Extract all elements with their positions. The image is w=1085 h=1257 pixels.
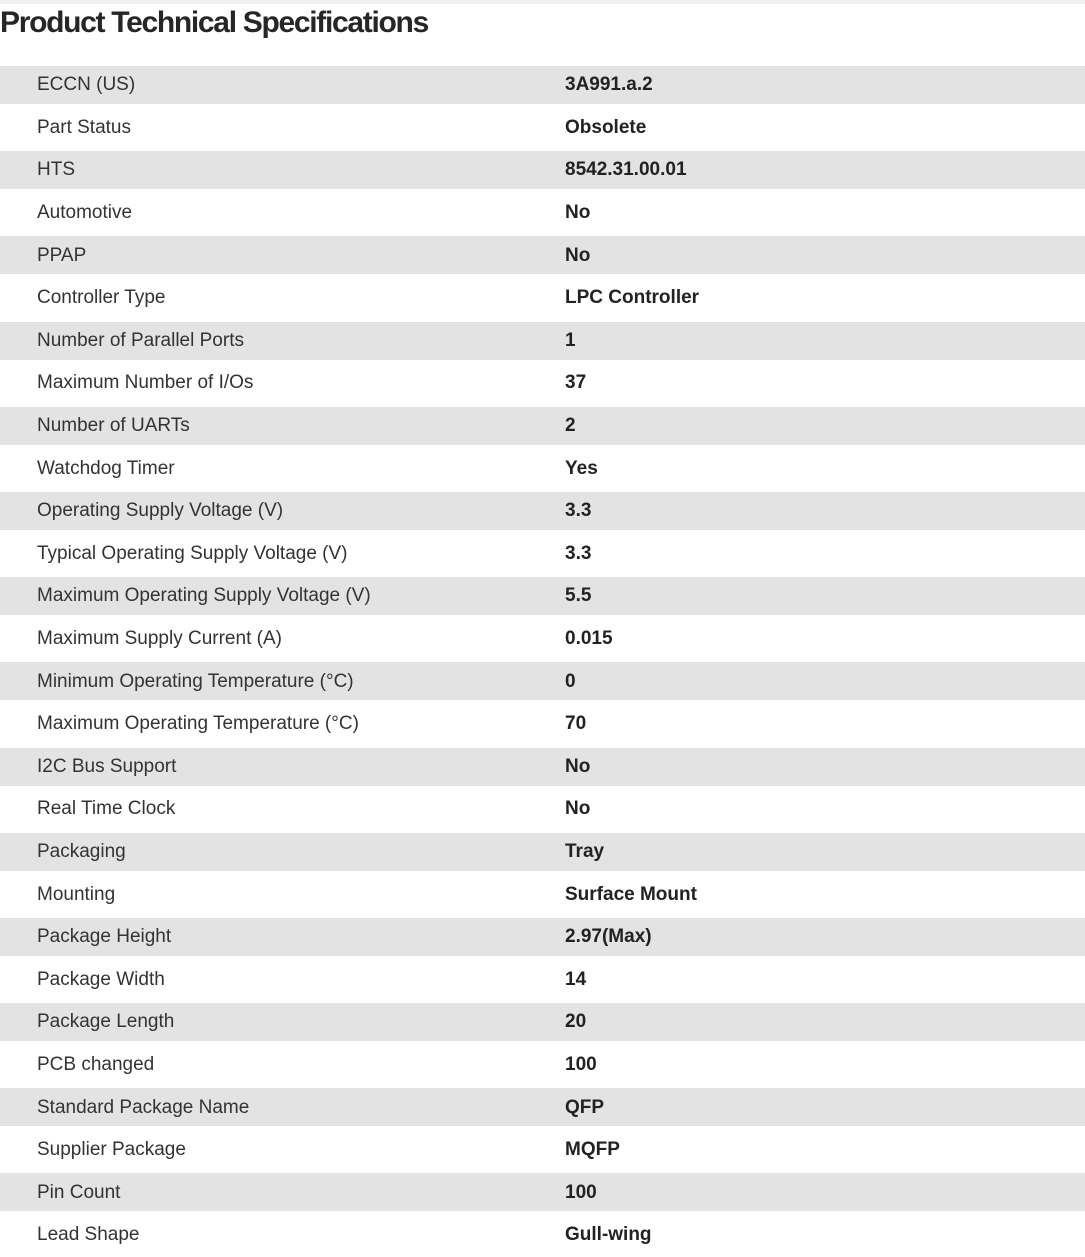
table-row bbox=[0, 916, 1085, 959]
spec-label: Maximum Operating Supply Voltage (V) bbox=[0, 575, 565, 618]
spec-label: Package Height bbox=[0, 916, 565, 959]
table-row bbox=[0, 277, 1085, 320]
table-row bbox=[0, 575, 1085, 618]
table-row bbox=[0, 447, 1085, 490]
table-row bbox=[0, 1129, 1085, 1172]
spec-label: Typical Operating Supply Voltage (V) bbox=[37, 542, 348, 564]
spec-value: No bbox=[565, 798, 591, 820]
table-row bbox=[0, 234, 1085, 277]
spec-label: Real Time Clock bbox=[37, 798, 176, 820]
spec-label: Number of UARTs bbox=[0, 405, 565, 448]
spec-label: Minimum Operating Temperature (°C) bbox=[0, 660, 565, 703]
spec-label: ECCN (US) bbox=[0, 64, 565, 107]
table-row bbox=[0, 1171, 1085, 1214]
spec-value: LPC Controller bbox=[565, 287, 700, 309]
spec-table bbox=[0, 64, 1085, 1257]
table-row bbox=[0, 788, 1085, 831]
spec-value: 3.3 bbox=[565, 490, 1085, 533]
table-row bbox=[0, 107, 1085, 150]
spec-value: 70 bbox=[565, 713, 587, 735]
spec-value: 0.015 bbox=[565, 628, 613, 650]
spec-label: Packaging bbox=[0, 831, 565, 874]
spec-label: Part Status bbox=[37, 116, 131, 138]
table-row bbox=[0, 958, 1085, 1001]
spec-value: No bbox=[565, 746, 1085, 789]
spec-value: Tray bbox=[565, 831, 1085, 874]
spec-table-body bbox=[0, 64, 1085, 1257]
spec-value: 2.97(Max) bbox=[565, 916, 1085, 959]
table-row bbox=[0, 192, 1085, 235]
spec-value: No bbox=[565, 202, 591, 224]
table-row bbox=[0, 660, 1085, 703]
spec-value: Obsolete bbox=[565, 116, 647, 138]
spec-label: Number of Parallel Ports bbox=[0, 320, 565, 363]
spec-label: Maximum Operating Temperature (°C) bbox=[37, 713, 359, 735]
spec-value: 100 bbox=[565, 1171, 1085, 1214]
spec-value: QFP bbox=[565, 1086, 1085, 1129]
spec-value: 37 bbox=[565, 372, 587, 394]
table-row bbox=[0, 533, 1085, 576]
spec-label: Controller Type bbox=[37, 287, 166, 309]
table-row bbox=[0, 1044, 1085, 1087]
table-row bbox=[0, 746, 1085, 789]
table-row bbox=[0, 64, 1085, 107]
spec-label: I2C Bus Support bbox=[0, 746, 565, 789]
spec-label: Package Length bbox=[0, 1001, 565, 1044]
spec-label: Package Width bbox=[37, 968, 165, 990]
table-row bbox=[0, 490, 1085, 533]
spec-value: 100 bbox=[565, 1053, 597, 1075]
table-row bbox=[0, 1214, 1085, 1257]
table-row bbox=[0, 618, 1085, 661]
spec-value: 14 bbox=[565, 968, 587, 990]
spec-label: Maximum Supply Current (A) bbox=[37, 628, 282, 650]
spec-value: 0 bbox=[565, 660, 1085, 703]
spec-label: Lead Shape bbox=[37, 1224, 140, 1246]
spec-value: 1 bbox=[565, 320, 1085, 363]
table-row bbox=[0, 703, 1085, 746]
spec-value: 2 bbox=[565, 405, 1085, 448]
spec-value: 3.3 bbox=[565, 542, 592, 564]
spec-label: Supplier Package bbox=[37, 1139, 186, 1161]
spec-label: PCB changed bbox=[37, 1053, 155, 1075]
spec-label: HTS bbox=[0, 149, 565, 192]
spec-value: 20 bbox=[565, 1001, 1085, 1044]
table-row bbox=[0, 362, 1085, 405]
spec-value: No bbox=[565, 234, 1085, 277]
spec-label: Maximum Number of I/Os bbox=[37, 372, 254, 394]
spec-value: Yes bbox=[565, 457, 598, 479]
spec-value: MQFP bbox=[565, 1139, 620, 1161]
spec-value: Gull-wing bbox=[565, 1224, 652, 1246]
table-row bbox=[0, 405, 1085, 448]
spec-value: 5.5 bbox=[565, 575, 1085, 618]
table-row bbox=[0, 1086, 1085, 1129]
spec-label: Watchdog Timer bbox=[37, 457, 175, 479]
spec-value: 3A991.a.2 bbox=[565, 64, 1085, 107]
table-row bbox=[0, 149, 1085, 192]
spec-label: Pin Count bbox=[0, 1171, 565, 1214]
table-row bbox=[0, 831, 1085, 874]
table-row bbox=[0, 320, 1085, 363]
spec-value: 8542.31.00.01 bbox=[565, 149, 1085, 192]
spec-label: Operating Supply Voltage (V) bbox=[0, 490, 565, 533]
table-row bbox=[0, 873, 1085, 916]
table-row bbox=[0, 1001, 1085, 1044]
spec-value: Surface Mount bbox=[565, 883, 697, 905]
spec-label: Automotive bbox=[37, 202, 133, 224]
spec-label: PPAP bbox=[0, 234, 565, 277]
spec-label: Standard Package Name bbox=[0, 1086, 565, 1129]
spec-label: Mounting bbox=[37, 883, 116, 905]
page-title: Product Technical Specifications bbox=[0, 6, 428, 39]
